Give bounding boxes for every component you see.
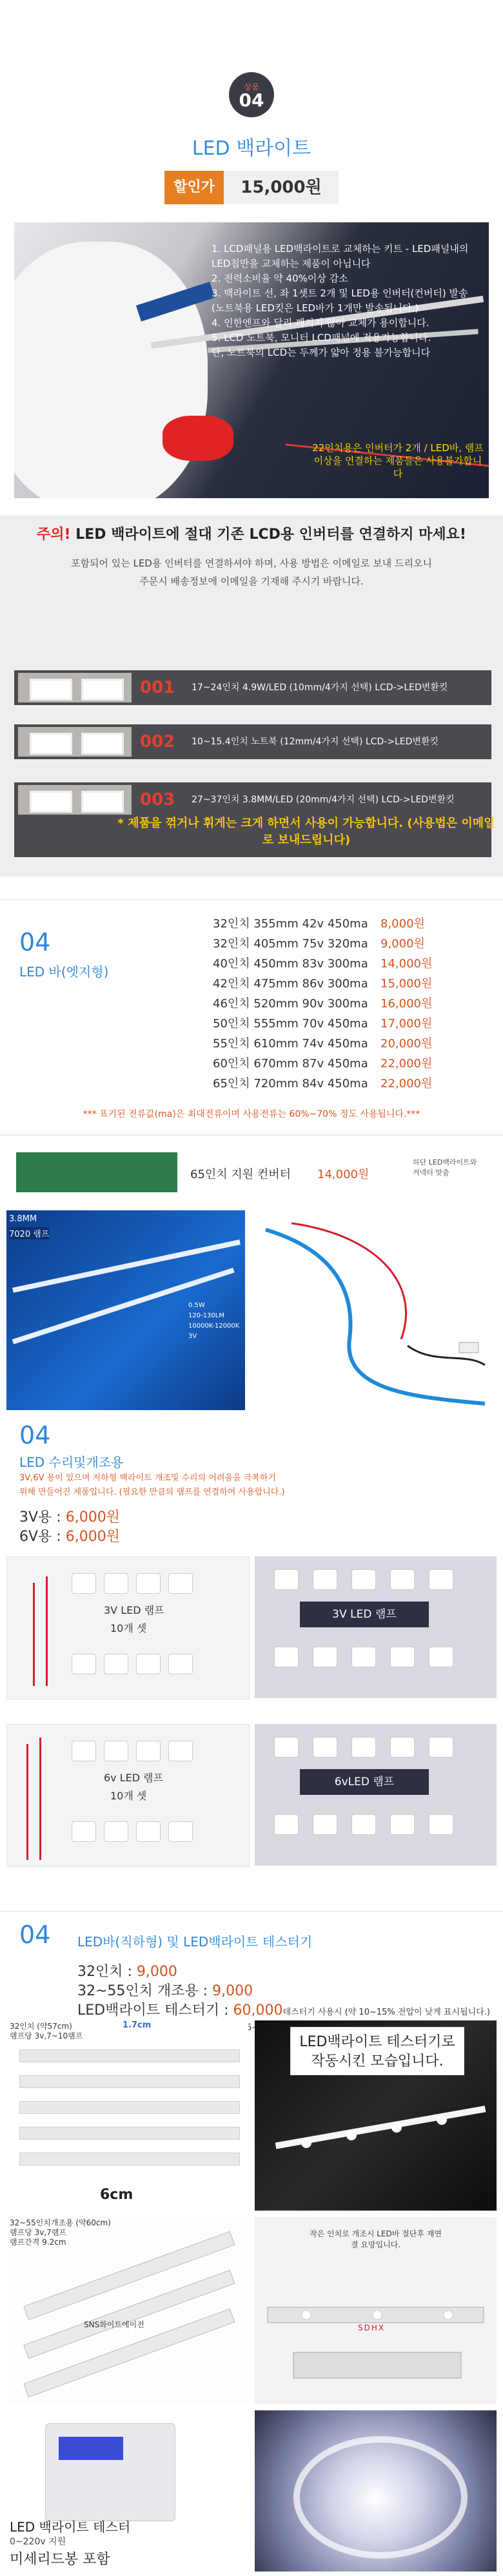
intro-line: 4. 인한엔프와 달리 깨지지 않아 교체가 용이합니다. <box>212 317 429 329</box>
spec-text: 55인치 610mm 74v 450ma <box>213 1037 368 1051</box>
spec-text: 65인치 720mm 84v 450ma <box>213 1077 368 1090</box>
led-bar-image <box>19 2075 240 2088</box>
tester-operating-photo <box>255 2020 497 2211</box>
model-tag: 003 <box>140 790 175 809</box>
spec-text: 32인치 405mm 75v 320ma <box>213 937 368 951</box>
spec-price: 16,000원 <box>380 997 433 1011</box>
tester-probe: 미세리드봉 포함 <box>10 2552 110 2568</box>
intro-line: 5. LCD 노트북, 모니터 LCD패널에 적용가능합니다. <box>212 332 431 344</box>
spec-row <box>213 954 484 974</box>
led-ring-image <box>293 2436 468 2559</box>
price-3v-label: 3V용 : <box>19 1509 66 1525</box>
divider <box>0 1134 503 1136</box>
spec-price: 14,000원 <box>380 957 433 971</box>
led-bar-32-photo <box>6 2020 248 2211</box>
spec-row <box>213 1034 484 1054</box>
bar-caption: 32인치 (약57cm) <box>10 2022 72 2031</box>
spec-text: 46인치 520mm 90v 300ma <box>213 997 368 1011</box>
intro-photo <box>14 222 489 498</box>
intro-line: 1. LCD패널용 LED백라이트로 교체하는 키트 - LED패널내의 <box>212 243 469 255</box>
led-bar-cut-photo <box>255 2217 497 2404</box>
tester-price-label: 32인치 : <box>77 1964 137 1980</box>
tester-price-value: 60,000 <box>233 2002 283 2019</box>
price-3v <box>19 1506 120 1526</box>
section-title: LED 바(엣지형) <box>19 964 109 980</box>
led-6v-package-photo <box>255 1724 497 1866</box>
intro-line: 단, 노트북의 LCD는 두께가 얇아 정용 불가능합니다 <box>212 347 431 358</box>
led-3v-label: 3V LED 램프 <box>104 1604 164 1616</box>
bar-caption: 32~55인치개조용 (약60cm) <box>10 2218 111 2227</box>
spec-price: 22,000원 <box>380 1057 433 1070</box>
warning-title-red: 주의! <box>37 527 71 543</box>
intro-feature-list <box>212 242 482 360</box>
intro-line: 3. 백라이트 선, 좌 1셋트 2개 및 LED용 인버터(컨버터) 발송 <box>212 287 468 299</box>
model-tag: 001 <box>140 678 175 697</box>
divider <box>0 1911 503 1912</box>
section-title: LED바(직하형) 및 LED백라이트 테스터기 <box>77 1934 313 1950</box>
cut-caption: 작은 인치로 개조시 LED바 절단후 재연결 요망입니다. <box>310 2229 442 2249</box>
tester-price-value: 9,000 <box>136 1964 177 1980</box>
spec-row <box>213 1074 484 1094</box>
spec-price: 8,000원 <box>380 917 425 931</box>
spec-price: 15,000원 <box>380 977 433 991</box>
section-number: 04 <box>19 1921 51 1949</box>
led-3v-photo <box>6 1556 250 1700</box>
model-tag: 002 <box>140 732 175 751</box>
warning-title <box>0 523 503 543</box>
tester-note: 테스터기 사용시 (약 10~15% 전압이 낮게 표시됩니다.) <box>282 2008 490 2017</box>
price-value: 15,000원 <box>224 171 339 204</box>
ledbar-spec-list <box>213 914 484 1094</box>
spec-price: 9,000원 <box>380 937 425 951</box>
model-text: 17~24인치 4.9W/LED (10mm/4가지 선택) LCD->LED변환킷 <box>192 683 448 693</box>
product-number-badge <box>229 72 274 117</box>
strip-size-label: 3.8MM <box>9 1214 37 1224</box>
spec-text: 40인치 450mm 83v 300ma <box>213 957 368 971</box>
lit-backlight-photo <box>255 2410 497 2571</box>
tester-screen <box>59 2437 123 2460</box>
tester-price-value: 9,000 <box>212 1983 253 1999</box>
tester-range: 0~220v 지원 <box>10 2537 66 2547</box>
bar-brand-label: SNS화이트에이전 <box>84 2320 144 2329</box>
badge-label: 상품 <box>244 82 259 92</box>
warning-line: 주문시 배송정보에 이메일을 기재해 주시기 바랍니다. <box>139 576 364 587</box>
repair-desc-line: 위해 만들어진 제품입니다. (필요한 만큼의 램프를 연결하여 사용합니다.) <box>19 1487 285 1497</box>
tester-price-label: 32~55인치 개조용 : <box>77 1983 213 1999</box>
wire-illustration <box>253 1210 497 1410</box>
led-chip-image <box>18 673 132 702</box>
section-number: 04 <box>19 1421 51 1449</box>
warning-title-rest: LED 백라이트에 절대 기존 LCD용 인버터를 연결하지 마세요! <box>70 527 466 543</box>
price-3v-value: 6,000원 <box>65 1509 120 1525</box>
tester-price-line <box>77 2001 490 2022</box>
spec-row <box>213 1054 484 1074</box>
strip-lamp-label: 7020 램프 <box>9 1227 49 1239</box>
led-3v-count: 10개 셋 <box>110 1622 147 1634</box>
model-row-002 <box>14 724 491 759</box>
tester-price-line <box>77 1962 490 1982</box>
led-6v-photo <box>6 1724 250 1867</box>
tester-price-label: LED백라이트 테스터기 : <box>77 2002 233 2019</box>
led-bar-55-photo <box>6 2217 248 2404</box>
led-strip-photo <box>6 1210 245 1410</box>
tester-device-image <box>45 2423 175 2521</box>
mannequin-image <box>14 242 208 498</box>
converter-note: 하단 LED백라이트와 커넥터 맞춤 <box>413 1158 477 1177</box>
led-bar-image <box>19 2049 240 2062</box>
intro-line: 2. 전력소비율 약 40%이상 감소 <box>212 273 348 284</box>
repair-description <box>19 1471 471 1500</box>
led-6v-label: 6v LED 램프 <box>104 1772 164 1784</box>
led-bar-image <box>19 2153 240 2165</box>
model-row-001 <box>14 670 491 705</box>
bar-caption: 램프간격 9.2cm <box>10 2238 66 2247</box>
model-note: * 제품을 꺾거나 휘게는 크게 하면서 사용이 가능합니다. (사용법은 이메일로 보내드립니다) <box>117 817 495 847</box>
bar-caption: 램프당 3v,7램프 <box>10 2228 66 2237</box>
spec-text: 50인치 555mm 70v 450ma <box>213 1017 368 1031</box>
badge-number: 04 <box>239 90 264 111</box>
spec-price: 20,000원 <box>380 1037 433 1051</box>
tester-device-photo <box>6 2410 248 2571</box>
led-cut-illustration <box>255 2217 497 2404</box>
led-chip-image <box>18 727 132 757</box>
tester-price-line <box>77 1982 490 2001</box>
lit-led-illustration <box>255 2020 497 2211</box>
spec-row <box>213 1014 484 1034</box>
section-title: LED 수리및개조용 <box>19 1455 124 1470</box>
red-glove-image <box>163 416 233 461</box>
led-3v-package-label: 3V LED 램프 <box>300 1602 429 1627</box>
divider <box>0 899 503 900</box>
warning-text <box>0 554 503 590</box>
led-bar-image <box>19 2127 240 2140</box>
model-row-003 <box>14 782 491 817</box>
price-6v-label: 6V용 : <box>19 1529 66 1545</box>
spec-text: 60인치 670mm 87v 450ma <box>213 1057 368 1070</box>
intro-line: LED칩만을 교체하는 제품이 아닙니다 <box>212 258 371 269</box>
strip-spec: 0.5W 120-130LM 10000K-12000K 3V <box>188 1302 240 1340</box>
led-3v-package-photo <box>255 1556 497 1698</box>
lamp-spacing-label: 6cm <box>100 2187 133 2203</box>
intro-footnote: 22인치용은 인버터가 2개 / LED바, 램프 이상을 연결하는 제품들은 사용불가합니다 <box>312 442 484 479</box>
led-6v-count: 10개 셋 <box>110 1790 147 1802</box>
led-bar-illustration <box>6 2217 248 2404</box>
strip-wire-photo <box>253 1210 497 1410</box>
bar-width-label: 1.7cm <box>123 2020 152 2030</box>
tester-name: LED 백라이트 테스터 <box>10 2519 131 2535</box>
price-6v <box>19 1525 120 1545</box>
spec-row <box>213 914 484 934</box>
model-text: 27~37인치 3.8MM/LED (20mm/4가지 선택) LCD->LED변환킷 <box>192 795 455 805</box>
led-bar-image <box>19 2101 240 2114</box>
spec-row <box>213 974 484 994</box>
led-6v-package-label: 6vLED 램프 <box>300 1769 429 1795</box>
bar-caption: 램프당 3v,7~10램프 <box>10 2031 83 2040</box>
intro-line: (노트북용 LED킷은 LED바가 1개만 발송됩니다.) <box>212 302 419 314</box>
converter-label: 65인치 지원 컨버터 <box>190 1168 291 1181</box>
price-box <box>164 171 339 204</box>
tester-operating-caption: LED백라이트 테스터기로 작동시킨 모습입니다. <box>290 2027 464 2075</box>
warning-line: 포함되어 있는 LED용 인버터를 연결하셔야 하며, 사용 방법은 이메일로 보내 드리오니 <box>70 557 432 569</box>
bar-brand: SDHX <box>358 2323 386 2332</box>
spec-row <box>213 934 484 954</box>
product-title: LED 백라이트 <box>192 137 311 160</box>
model-text: 10~15.4인치 노트북 (12mm/4가지 선택) LCD->LED변환킷 <box>192 737 439 747</box>
spec-text: 42인치 475mm 86v 300ma <box>213 977 368 991</box>
spec-price: 22,000원 <box>380 1077 433 1090</box>
spec-price: 17,000원 <box>380 1017 433 1031</box>
spec-text: 32인치 355mm 42v 450ma <box>213 917 368 931</box>
led-strip-image <box>12 1239 241 1293</box>
spec-row <box>213 994 484 1014</box>
led-chip-image <box>18 785 132 815</box>
converter-image <box>16 1152 177 1192</box>
current-note: *** 표기된 전류값(ma)은 최대전류이며 사용전류는 60%~70% 정도 사용됩니다.*** <box>83 1109 420 1119</box>
price-label: 할인가 <box>164 171 224 204</box>
price-6v-value: 6,000원 <box>65 1529 120 1545</box>
converter-price: 14,000원 <box>317 1168 370 1181</box>
repair-desc-line: 3V,6V 용이 있으며 저하형 백라이트 개조및 수리의 어려움을 극복하기 <box>19 1473 277 1483</box>
section-number: 04 <box>19 928 51 956</box>
